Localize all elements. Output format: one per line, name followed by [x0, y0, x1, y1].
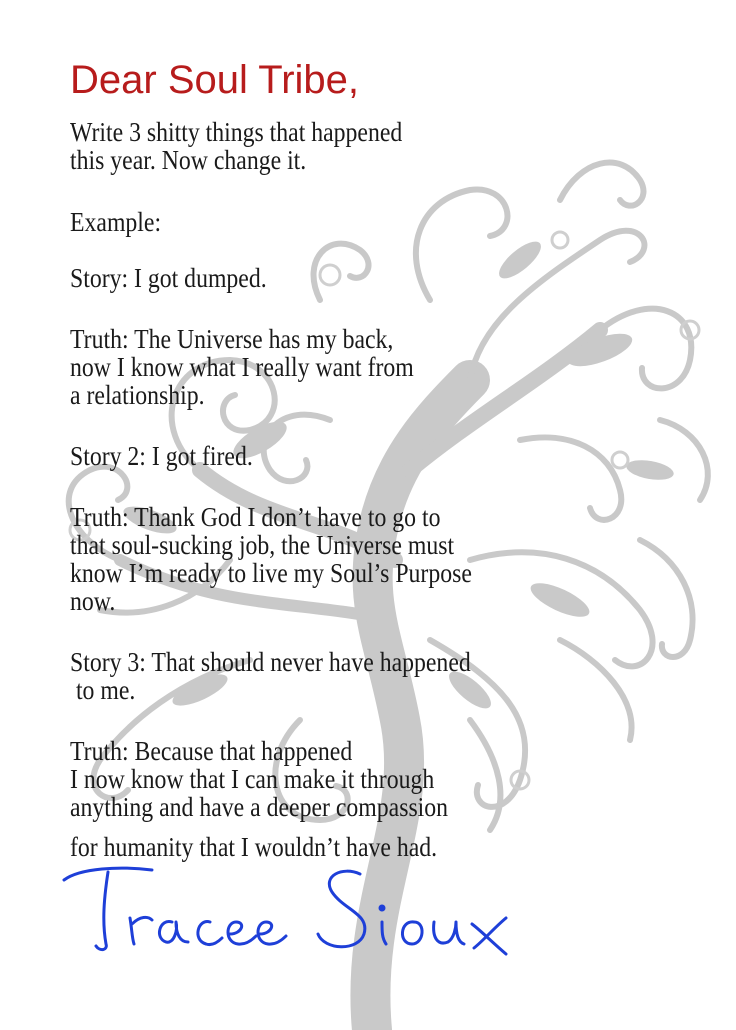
example-label: Example: [70, 207, 162, 237]
truth-3-line-2: I now know that I can make it through [70, 764, 435, 794]
truth-2-line-1: Truth: Thank God I don’t have to go to [70, 502, 441, 532]
story-2: Story 2: I got fired. [70, 441, 253, 471]
story-3-line-2: to me. [70, 675, 136, 705]
truth-2-line-4: now. [70, 586, 116, 616]
story-3-line-1: Story 3: That should never have happened [70, 647, 471, 677]
intro-line-2: this year. Now change it. [70, 145, 307, 175]
story-1: Story: I got dumped. [70, 263, 267, 293]
truth-1-line-1: Truth: The Universe has my back, [70, 324, 394, 354]
truth-2-line-3: know I’m ready to live my Soul’s Purpose [70, 558, 472, 588]
intro-line-1: Write 3 shitty things that happened [70, 117, 403, 147]
truth-1-line-2: now I know what I really want from [70, 352, 414, 382]
truth-3-line-4: for humanity that I wouldn’t have had. [70, 832, 438, 862]
handwritten-signature [60, 858, 520, 968]
greeting-heading: Dear Soul Tribe, [70, 58, 360, 102]
truth-3-line-1: Truth: Because that happened [70, 736, 353, 766]
truth-2-line-2: that soul-sucking job, the Universe must [70, 530, 455, 560]
truth-1-line-3: a relationship. [70, 380, 205, 410]
truth-3-line-3: anything and have a deeper compassion [70, 792, 449, 822]
